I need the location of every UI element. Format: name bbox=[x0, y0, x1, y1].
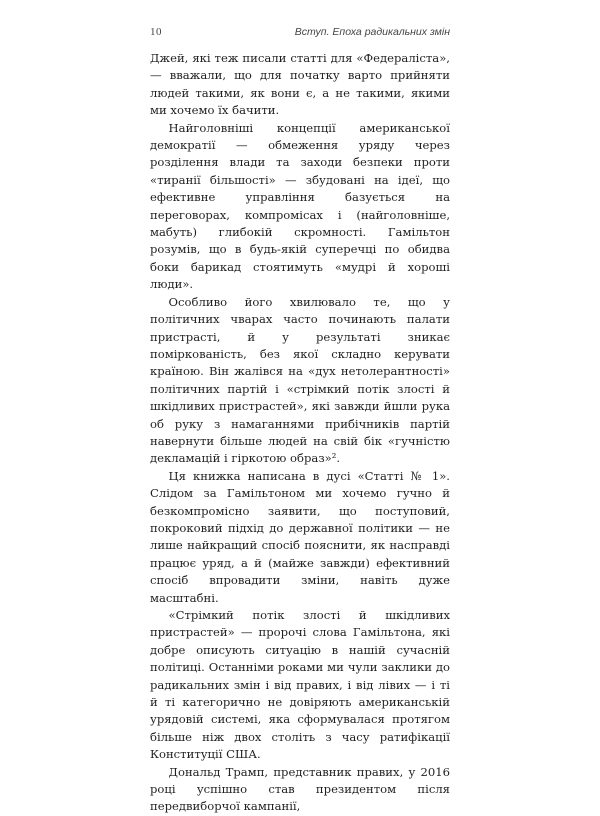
page-number: 10 bbox=[150, 26, 162, 38]
paragraph-6: Дональд Трамп, представник правих, у 2016 році успішно став президентом після передвиборчої кампанії, bbox=[150, 764, 450, 814]
body-text bbox=[150, 50, 450, 816]
page-header bbox=[150, 26, 450, 46]
paragraph-1: Джей, які теж писали статті для «Федераліста», — вважали, що для початку варто прийняти людей такими, як вони є, а не такими, якими ми хочемо їх бачити. bbox=[150, 51, 450, 118]
running-title: Вступ. Епоха радикальних змін bbox=[294, 26, 450, 38]
paragraph-3: Особливо його хвилювало те, що у політичних чварах часто починають палати пристрасті, й у результаті зникає поміркованість, без якої складно керувати країною. Він жалівся на «дух нетолерантності» політичних партій і «стрімкий потік злості й шкідливих пристрастей», які завжди йшли рука об руку з намаганнями прибічників партій навернути більше людей на свій бік «гучністю декламацій і гіркотою образ»². bbox=[150, 294, 450, 466]
paragraph-2: Найголовніші концепції американської демократії — обмеження уряду через розділення влади та заходи безпеки проти «тиранії більшості» — збудовані на ідеї, що ефективне управління базується на переговорах, компромісах і (найголовніше, мабуть) глибокій скромності. Гамільтон розумів, що в будь-якій суперечці по обидва боки барикад стоятимуть «мудрі й хороші люди». bbox=[150, 120, 450, 292]
paragraph-4: Ця книжка написана в дусі «Статті № 1». Слідом за Гамільтоном ми хочемо гучно й безкомпромісно заявити, що поступовий, покроковий підхід до державної політики — не лише найкращий спосіб пояснити, як насправді працює уряд, а й (майже завжди) ефективний спосіб впровадити зміни, навіть дуже масштабні. bbox=[150, 468, 450, 605]
paragraph-5: «Стрімкий потік злості й шкідливих пристрастей» — пророчі слова Гамільтона, які добре описують ситуацію в нашій сучасній політиці. Останніми роками ми чули заклики до радикальних змін і від правих, і від лівих — і ті й ті категорично не довіряють американській урядовій системі, яка сформувалася протягом більше ніж двох століть з часу ратифікації Конституції США. bbox=[150, 608, 450, 762]
